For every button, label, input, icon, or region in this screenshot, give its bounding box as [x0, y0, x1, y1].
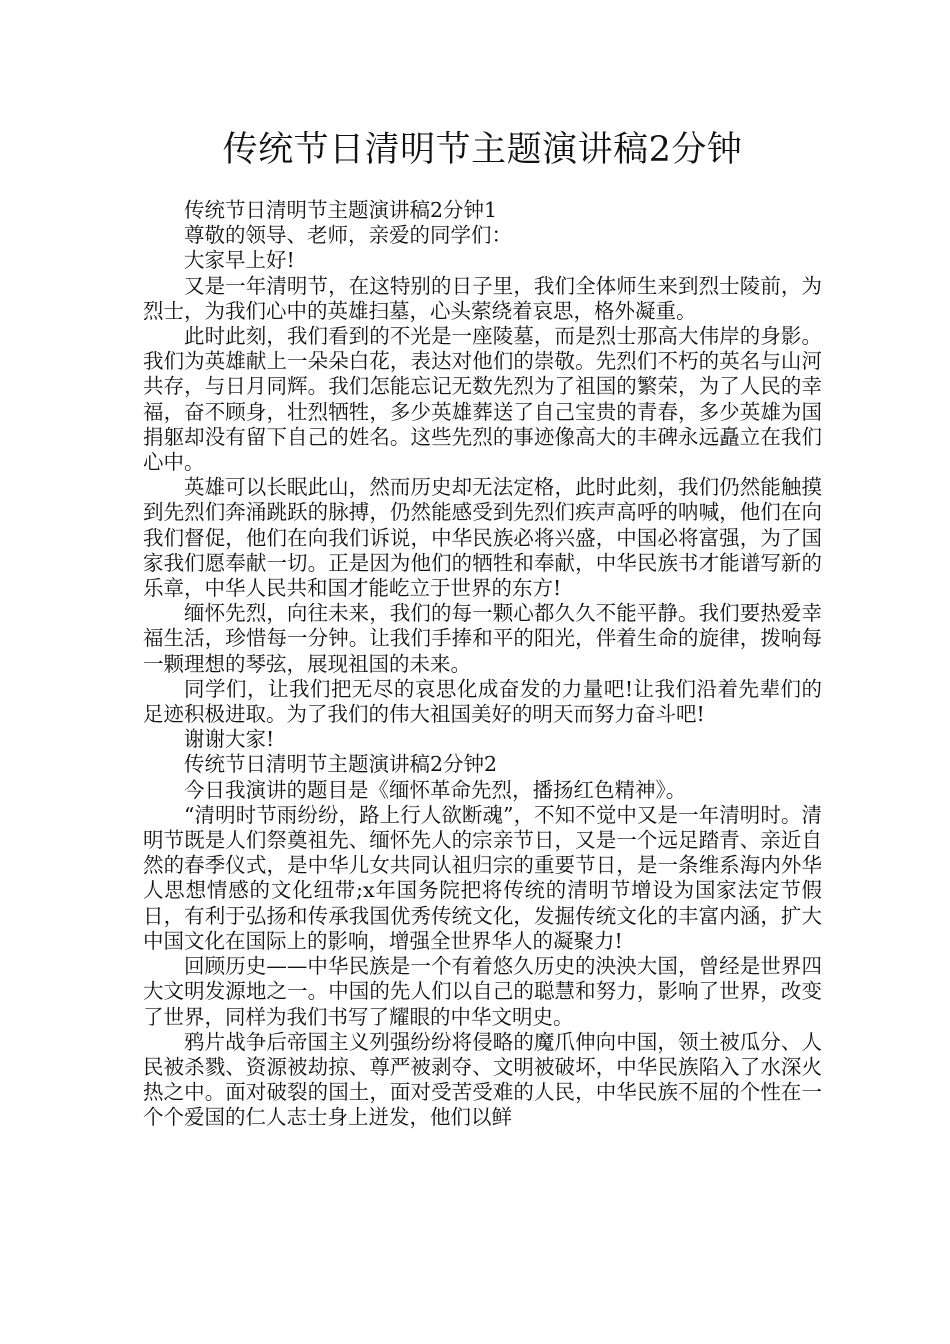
paragraph: 今日我演讲的题目是《缅怀革命先烈，播扬红色精神》。	[184, 777, 687, 802]
paragraph: 英雄可以长眠此山，然而历史却无法定格，此时此刻，我们仍然能触摸到先烈们奔涌跳跃的脉搏，仍然能感受到先烈们疾声高呼的呐喊，他们在向我们督促，他们在向我们诉说，中华民族必将兴盛，中国必将富强，为了国家我们愿奉献一切。正是因为他们的牺牲和奉献，中华民族书才能谱写新的乐章，中华人民共和国才能屹立于世界的东方!	[143, 475, 822, 601]
paragraph: 传统节日清明节主题演讲稿2分钟2	[184, 752, 498, 777]
paragraph: 又是一年清明节，在这特别的日子里，我们全体师生来到烈士陵前，为烈士，为我们心中的英雄扫墓，心头萦绕着哀思，格外凝重。	[143, 273, 822, 323]
paragraph: 尊敬的领导、老师，亲爱的同学们：	[184, 223, 512, 248]
paragraph: 大家早上好!	[184, 248, 295, 273]
paragraph: 传统节日清明节主题演讲稿2分钟1	[184, 198, 498, 222]
document-body	[143, 198, 822, 1131]
paragraph: 谢谢大家!	[184, 727, 275, 752]
document-title: 传统节日清明节主题演讲稿2分钟	[222, 130, 743, 170]
paragraph: “清明时节雨纷纷，路上行人欲断魂”，不知不觉中又是一年清明时。清明节既是人们祭奠祖先、缅怀先人的宗亲节日，又是一个远足踏青、亲近自然的春季仪式，是中华儿女共同认祖归宗的重要节日，是一条维系海内外华人思想情感的文化纽带;x年国务院把将传统的清明节增设为国家法定节假日，有利于弘扬和传承我国优秀传统文化，发掘传统文化的丰富内涵，扩大中国文化在国际上的影响，增强全世界华人的凝聚力!	[143, 802, 822, 953]
paragraph: 此时此刻，我们看到的不光是一座陵墓，而是烈士那高大伟岸的身影。我们为英雄献上一朵朵白花，表达对他们的崇敬。先烈们不朽的英名与山河共存，与日月同辉。我们怎能忘记无数先烈为了祖国的繁荣，为了人民的幸福，奋不顾身，壮烈牺牲，多少英雄葬送了自己宝贵的青春，多少英雄为国捐躯却没有留下自己的姓名。这些先烈的事迹像高大的丰碑永远矗立在我们心中。	[143, 324, 822, 475]
paragraph: 鸦片战争后帝国主义列强纷纷将侵略的魔爪伸向中国，领土被瓜分、人民被杀戮、资源被劫掠、尊严被剥夺、文明被破坏，中华民族陷入了水深火热之中。面对破裂的国土，面对受苦受难的人民，中华民族不屈的个性在一个个爱国的仁人志士身上迸发，他们以鲜	[143, 1029, 822, 1130]
paragraph: 回顾历史——中华民族是一个有着悠久历史的泱泱大国，曾经是世界四大文明发源地之一。中国的先人们以自己的聪慧和努力，影响了世界，改变了世界，同样为我们书写了耀眼的中华文明史。	[143, 954, 822, 1029]
paragraph: 同学们，让我们把无尽的哀思化成奋发的力量吧!让我们沿着先辈们的足迹积极进取。为了我们的伟大祖国美好的明天而努力奋斗吧!	[143, 676, 822, 727]
paragraph: 缅怀先烈，向往未来，我们的每一颗心都久久不能平静。我们要热爱幸福生活，珍惜每一分钟。让我们手捧和平的阳光，伴着生命的旋律，拨响每一颗理想的琴弦，展现祖国的未来。	[143, 601, 822, 676]
